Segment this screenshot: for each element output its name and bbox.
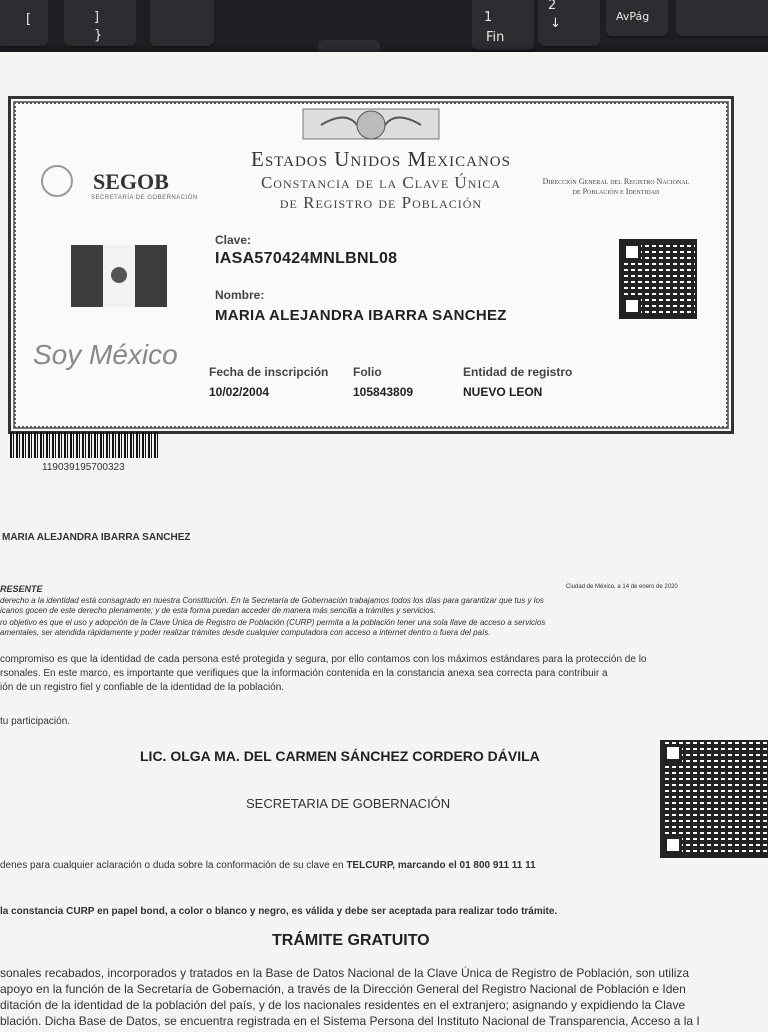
signer-name: LIC. OLGA MA. DEL CARMEN SÁNCHEZ CORDERO DÁVILA: [140, 748, 540, 764]
letter-thanks: tu participación.: [0, 716, 71, 727]
key-bracket-open: [0, 0, 48, 48]
validity-line: la constancia CURP en papel bond, a color o blanco y negro, es válida y debe ser aceptada para realizar todo trámite.: [0, 906, 558, 917]
letter-recipient: MARIA ALEJANDRA IBARRA SANCHEZ: [2, 532, 191, 543]
key-blank: [676, 0, 768, 38]
key-label: ↓: [550, 16, 561, 31]
folio-value: 105843809: [353, 385, 414, 399]
footer-line: sonales recabados, incorporados y tratados en la Base de Datos Nacional de la Clave Única de Registro de Población, son utiliza: [0, 966, 690, 980]
certificate-qr-code: [619, 239, 697, 319]
document-subtitle: [216, 173, 546, 213]
coat-of-arms-icon: [301, 105, 441, 145]
clave-label: Clave:: [215, 233, 252, 247]
soy-mexico-logo: Soy México: [33, 339, 178, 370]
fecha-label: Fecha de inscripción: [209, 365, 329, 379]
letter-date: Ciudad de México, a 14 de enero de 2020: [566, 584, 678, 590]
nombre-label: Nombre:: [215, 288, 265, 302]
key-2: [538, 0, 600, 48]
footer-line: ditación de la identidad de la población del país, y de los nacionales residentes en el extranjero; asignando y expidiendo la Clave: [0, 998, 686, 1012]
curp-certificate: [8, 96, 734, 434]
key-label: [: [26, 12, 32, 27]
contact-phone: TELCURP, marcando el 01 800 911 11 11: [346, 860, 536, 871]
paragraph-line: ión de un registro fiel y confiable de la identidad de la población.: [0, 682, 285, 693]
key-avpag: [606, 0, 668, 38]
segob-seal-icon: [41, 165, 73, 197]
letter-qr-code: [660, 740, 768, 858]
clave-value: IASA570424MNLBNL08: [215, 250, 398, 267]
paragraph-line: amentales, ser atendida rápidamente y poder realizar trámites desde cualquier computadora con acceso a internet dentro o fuera del país.: [0, 628, 491, 637]
segob-subtitle: SECRETARÍA DE GOBERNACIÓN: [91, 195, 198, 201]
document-title: Estados Unidos Mexicanos: [251, 147, 511, 171]
paragraph-line: compromiso es que la identidad de cada persona esté protegida y segura, por ello contamos con los máximos estándares para la protección de lo: [0, 654, 647, 665]
key-label: 1: [484, 10, 493, 25]
key-label: }: [94, 28, 103, 43]
subtitle-line: de Registro de Población: [279, 193, 483, 212]
curp-document: [0, 52, 768, 1032]
paragraph-line: ro objetivo es que el uso y adopción de la Clave Única de Registro de Población (CURP) permita a la población tener una sola llave de acceso a servicios: [0, 618, 546, 627]
flag-emblem-icon: [103, 245, 135, 307]
direccion-general: Dirección General del Registro Nacional de Población e Identidad: [542, 177, 690, 196]
fecha-value: 10/02/2004: [209, 385, 270, 399]
tramite-gratuito: TRÁMITE GRATUITO: [272, 932, 430, 949]
paragraph-line: rsonales. En este marco, es importante que verifiques que la información contenida en la constancia anexa sea correcta para contribuir a: [0, 668, 608, 679]
footer-line: apoyo en la función de la Secretaría de Gobernación, a través de la Dirección General del Registro Nacional de Población e Iden: [0, 982, 686, 996]
key-label: Fin: [486, 30, 505, 45]
flag-stripe: [103, 245, 135, 307]
flag-stripe: [71, 245, 103, 307]
footer-line: blación. Dicha Base de Datos, se encuentra registrada en el Sistema Persona del Instituto Nacional de Transparencia, Acceso a la I: [0, 1014, 700, 1028]
folio-label: Folio: [353, 365, 382, 379]
key-label: ]: [94, 10, 100, 25]
barcode: [10, 432, 160, 458]
signer-title: SECRETARIA DE GOBERNACIÓN: [246, 796, 451, 811]
entidad-label: Entidad de registro: [463, 365, 573, 379]
nombre-value: MARIA ALEJANDRA IBARRA SANCHEZ: [215, 307, 507, 324]
entidad-value: NUEVO LEON: [463, 385, 543, 399]
segob-logo: SEGOB: [93, 169, 169, 194]
contact-line: [0, 860, 536, 871]
barcode-number: 119039195700323: [42, 462, 125, 473]
flag-stripe: [135, 245, 167, 307]
paragraph-line: derecho a la identidad está consagrado en nuestra Constitución. En la Secretaría de Gobernación trabajamos todos los días para garantizar que tus y los: [0, 596, 544, 605]
letter-presente: RESENTE: [0, 584, 43, 594]
key-bracket-close: [64, 0, 136, 48]
key-blank: [150, 0, 214, 48]
contact-text: denes para cualquier aclaración o duda sobre la conformación de su clave en: [0, 860, 347, 871]
subtitle-line: Constancia de la Clave Única: [260, 173, 502, 192]
key-fin: [472, 0, 534, 52]
key-label: AvPág: [616, 10, 650, 23]
key-label: 2: [548, 0, 557, 13]
paragraph-line: icanos gocen de este derecho plenamente; y de esta forma puedan acceder de manera más sencilla a trámites y servicios.: [0, 606, 436, 615]
mexico-flag-icon: [71, 245, 167, 307]
